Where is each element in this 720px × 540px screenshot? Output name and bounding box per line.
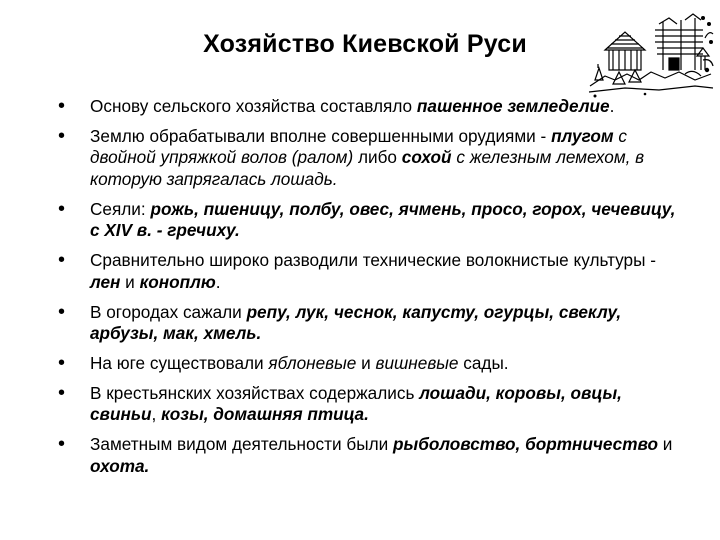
bullet-text-run: . (215, 271, 221, 292)
bullet-item (58, 353, 678, 375)
bullet-text-run: репу, лук, чеснок, капусту, огурцы, свеклу, арбузы, мак, хмель. (90, 301, 622, 344)
bullet-item (58, 199, 678, 242)
bullet-text-run: козы, домашняя птица. (161, 404, 369, 425)
bullet-text-run: с железным лемехом, в которую запрягалась лошадь. (90, 147, 645, 189)
bullet-item (58, 434, 678, 477)
bullet-text-run: вишневые (375, 352, 459, 373)
bullet-text-run: . (609, 96, 615, 116)
bullet-text-run: охота. (90, 455, 150, 476)
bullet-text-run: сохой (401, 147, 452, 168)
bullet-text-run: плугом (551, 125, 614, 146)
bullet-item (58, 250, 678, 293)
bullet-list (58, 96, 678, 486)
bullet-text-run: лен (90, 271, 121, 292)
bullet-item (58, 383, 678, 426)
bullet-text-run: В огородах сажали (90, 301, 247, 322)
bullet-text-run: либо (353, 147, 402, 168)
bullet-text-run: Заметным видом деятельности были (90, 434, 394, 455)
bullet-item (58, 302, 678, 345)
bullet-text-run: рожь, пшеницу, полбу, овес, ячмень, просо, горох, чечевицу, с XIV в. - гречиху. (90, 198, 676, 241)
old-town-drawing-icon (585, 10, 715, 100)
bullet-text-run: рыболовство, бортничество (393, 434, 658, 455)
bullet-text-run: сады. (458, 352, 509, 373)
bullet-text-run: Сеяли: (90, 198, 151, 219)
bullet-text-run: Основу сельского хозяйства составляло (90, 96, 417, 116)
bullet-text-run: лошади, коровы, овцы, свиньи (90, 382, 622, 425)
bullet-text-run: яблоневые (268, 352, 357, 373)
bullet-text-run: с двойной упряжкой волов (ралом) (90, 125, 627, 168)
bullet-text-run: В крестьянских хозяйствах содержались (90, 382, 420, 403)
bullet-item (58, 96, 678, 118)
bullet-text-run: пашенное земледелие (416, 96, 610, 116)
bullet-text-run: и (356, 352, 376, 373)
bullet-text-run: На юге существовали (90, 352, 269, 373)
bullet-text-run: Землю обрабатывали вполне совершенными орудиями - (90, 125, 552, 146)
bullet-text-run: и (657, 434, 673, 455)
bullet-item (58, 126, 678, 191)
bullet-text-run: , (151, 404, 162, 425)
bullet-text-run: и (120, 271, 140, 292)
bullet-text-run: Сравнительно широко разводили технические волокнистые культуры - (90, 250, 656, 271)
bullet-text-run: коноплю (139, 271, 216, 292)
slide-title: Хозяйство Киевской Руси (203, 30, 527, 58)
